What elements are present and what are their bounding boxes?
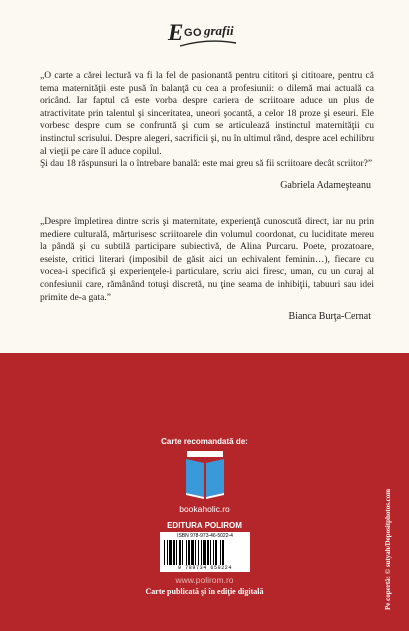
logo-word: grafii <box>204 23 234 38</box>
isbn-barcode <box>160 532 250 572</box>
isbn-text: ISBN 978-973-46-5022-4 <box>177 533 233 539</box>
barcode-icon <box>164 540 246 565</box>
cover-photo-credit: Pe copertă: © sutyah/Depositphotos.com <box>384 488 392 610</box>
logo-mark: GO <box>184 27 203 39</box>
quote-author-adamesteanu: Gabriela Adameşteanu <box>280 180 371 191</box>
bookaholic-link[interactable]: bookaholic.ro <box>179 504 230 514</box>
quote-burta-cernat: „Despre împletirea dintre scris şi maternitate, experienţă cunoscută direct, iar nu prin mediere culturală, mărturisesc scriitoarele din volumul coordonat, cu luciditate mereu la pândă şi cu subtilă participare subiectivă, de Alina Purcaru. Poete, prozatoare, eseiste, critici literari (imposibil de găsit aici un echivalent feminin…), fiecare cu vocea-i specifică şi experienţele-i particulare, scriu aici firesc, uman, cu un curaj al confesiunii care, rămânând totuşi discretă, nu ţine seama de inhibiţii, tabuuri sau idei primite de-a gata.” <box>40 217 374 303</box>
book-icon <box>183 449 227 501</box>
quote-adamesteanu: „O carte a cărei lectură va fi la fel de pasionantă pentru cititori şi cititoare, pentru că tema maternităţii este pusă în balanţă cu cea a profesiunii: o dilemă mai actuală ca oricând. Iar faptul că este vorba despre cariera de scriitoare aduce un plus de atractivitate prin talentul şi sinceritatea, uneori şocantă, a celor 18 proze şi eseuri. Ele vorbesc despre cum se confruntă şi cum se articulează instinctul maternităţii cu instinctul scrisului. Despre alegeri, sacrificii şi, nu în ultimul rând, despre acel echilibru al vieţii pe care îl aduce copilul. Şi dau 18 răspunsuri la o întrebare banală: este mai greu să fii scriitoare decât scriitor?” <box>40 71 374 170</box>
logo-letter: E <box>168 20 184 45</box>
publisher-name: EDITURA POLIROM <box>167 521 242 530</box>
digital-edition-note: Carte publicată şi în ediţie digitală <box>145 587 264 596</box>
publisher-url[interactable]: www.polirom.ro <box>175 575 234 585</box>
barcode-number: 9 789734 650224 <box>177 565 232 571</box>
egografii-logo <box>168 14 238 54</box>
quote-author-burta-cernat: Bianca Burţa-Cernat <box>288 311 371 322</box>
recommended-label: Carte recomandată de: <box>161 437 248 446</box>
logo-swoosh-icon <box>178 36 238 50</box>
